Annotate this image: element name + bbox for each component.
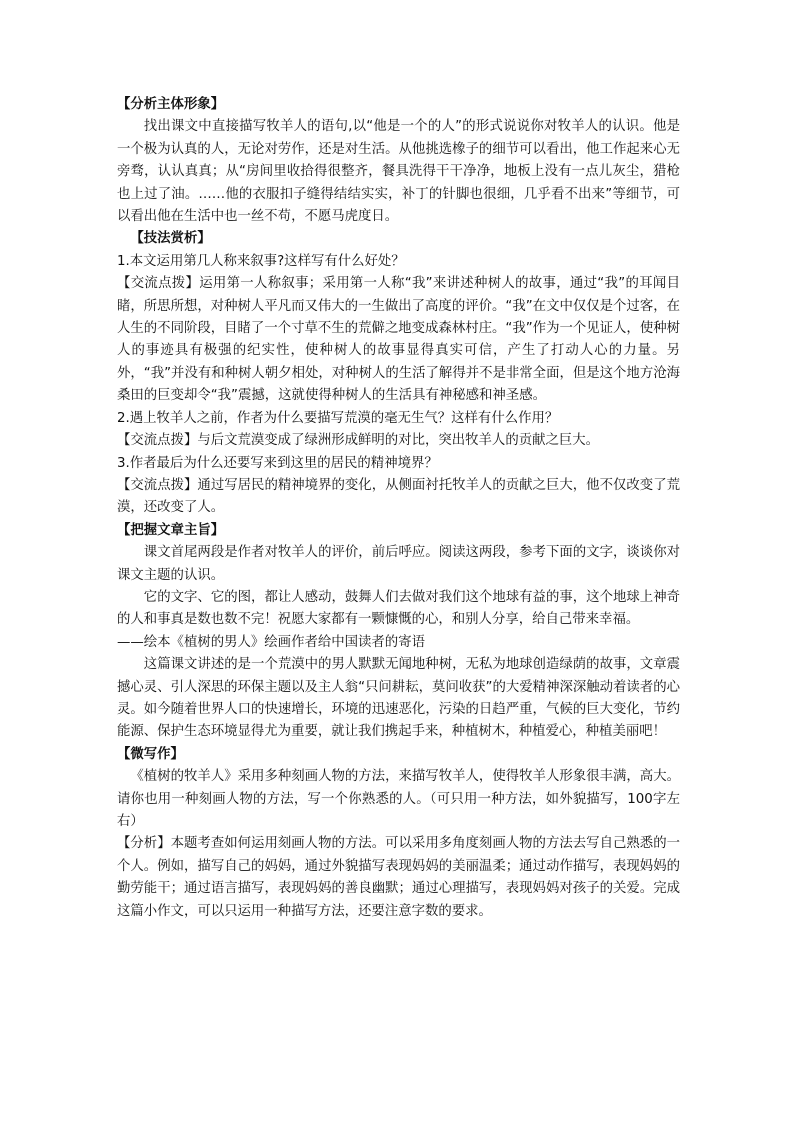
section-heading-writing: 【微写作】 [117, 746, 184, 762]
theme-paragraph-1: 课文首尾两段是作者对牧羊人的评价，前后呼应。阅读这两段，参考下面的文字，谈谈你对课文主题的认识。 [117, 545, 680, 583]
quote-attribution: ——绘本《植树的男人》绘画作者给中国读者的寄语 [117, 634, 425, 650]
question-2: 2.遇上牧羊人之前，作者为什么要描写荒漠的毫无生气？这样有什么作用？ [117, 410, 559, 426]
analysis-paragraph: 找出课文中直接描写牧羊人的语句,以“他是一个的人”的形式说说你对牧羊人的认识。他是一个极为认真的人，无论对劳作，还是对生活。从他挑选橡子的细节可以看出，他工作起来心无旁骛，认认真真；从“房间里收拾得很整齐，餐具洗得干干净净，地板上没有一点儿灰尘，猎枪也上过了油。……他的衣服扣子缝得结结实实，补丁的针脚也很细，几乎看不出来”等细节，可以看出他在生活中也一丝不苟，不愿马虎度日。 [117, 119, 680, 225]
answer-3: 【交流点拨】通过写居民的精神境界的变化，从侧面衬托牧羊人的贡献之巨大，他不仅改变了荒漠，还改变了人。 [117, 477, 680, 516]
writing-task: 《植树的牧羊人》采用多种刻画人物的方法，来描写牧羊人，使得牧羊人形象很丰满，高大。请你也用一种刻画人物的方法，写一个你熟悉的人。（可只用一种方法，如外貌描写，100字左右） [117, 769, 680, 829]
answer-1: 【交流点拨】运用第一人称叙事；采用第一人称“我”来讲述种树人的故事，通过“我”的耳闻目睹，所思所想，对种树人平凡而又伟大的一生做出了高度的评价。“我”在文中仅仅是个过客，在人生的不同阶段，目睹了一个寸草不生的荒僻之地变成森林村庄。“我”作为一个见证人，使种树人的事迹具有极强的纪实性，使种树人的故事显得真实可信，产生了打动人心的力量。另外，“我”并没有和种树人朝夕相处，对种树人的生活了解得并不是非常全面，但是这个地方沧海桑田的巨变却令“我”震撼，这就使得种树人的生活具有神秘感和神圣感。 [117, 276, 680, 404]
section-heading-analysis: 【分析主体形象】 [117, 97, 225, 112]
section-heading-technique: 【技法赏析】 [130, 231, 211, 247]
section-heading-theme: 【把握文章主旨】 [117, 522, 225, 538]
answer-2: 【交流点拨】与后文荒漠变成了绿洲形成鲜明的对比，突出牧羊人的贡献之巨大。 [117, 433, 600, 449]
document-body [117, 94, 680, 923]
question-3: 3.作者最后为什么还要写来到这里的居民的精神境界？ [117, 455, 438, 471]
writing-analysis: 【分析】本题考查如何运用刻画人物的方法。可以采用多角度刻画人物的方法去写自己熟悉的一个人。例如，描写自己的妈妈，通过外貌描写表现妈妈的美丽温柔；通过动作描写，表现妈妈的勤劳能干；通过语言描写，表现妈妈的善良幽默；通过心理描写，表现妈妈对孩子的关爱。完成这篇小作文，可以只运用一种描写方法，还要注意字数的要求。 [117, 836, 680, 919]
quote-paragraph: 它的文字、它的图，都让人感动，鼓舞人们去做对我们这个地球有益的事，这个地球上神奇的人和事真是数也数不完！祝愿大家都有一颗慷慨的心，和别人分享，给自己带来幸福。 [117, 589, 680, 628]
theme-paragraph-2: 这篇课文讲述的是一个荒漠中的男人默默无闻地种树，无私为地球创造绿荫的故事，文章震撼心灵、引人深思的环保主题以及主人翁“只问耕耘，莫问收获”的大爱精神深深触动着读者的心灵。如今随着世界人口的快速增长，环境的迅速恶化，污染的日趋严重，气候的巨大变化，节约能源、保护生态环境显得尤为重要，就让我们携起手来，种植树木，种植爱心，种植美丽吧！ [117, 657, 680, 740]
question-1: 1.本文运用第几人称来叙事?这样写有什么好处？ [117, 253, 405, 269]
